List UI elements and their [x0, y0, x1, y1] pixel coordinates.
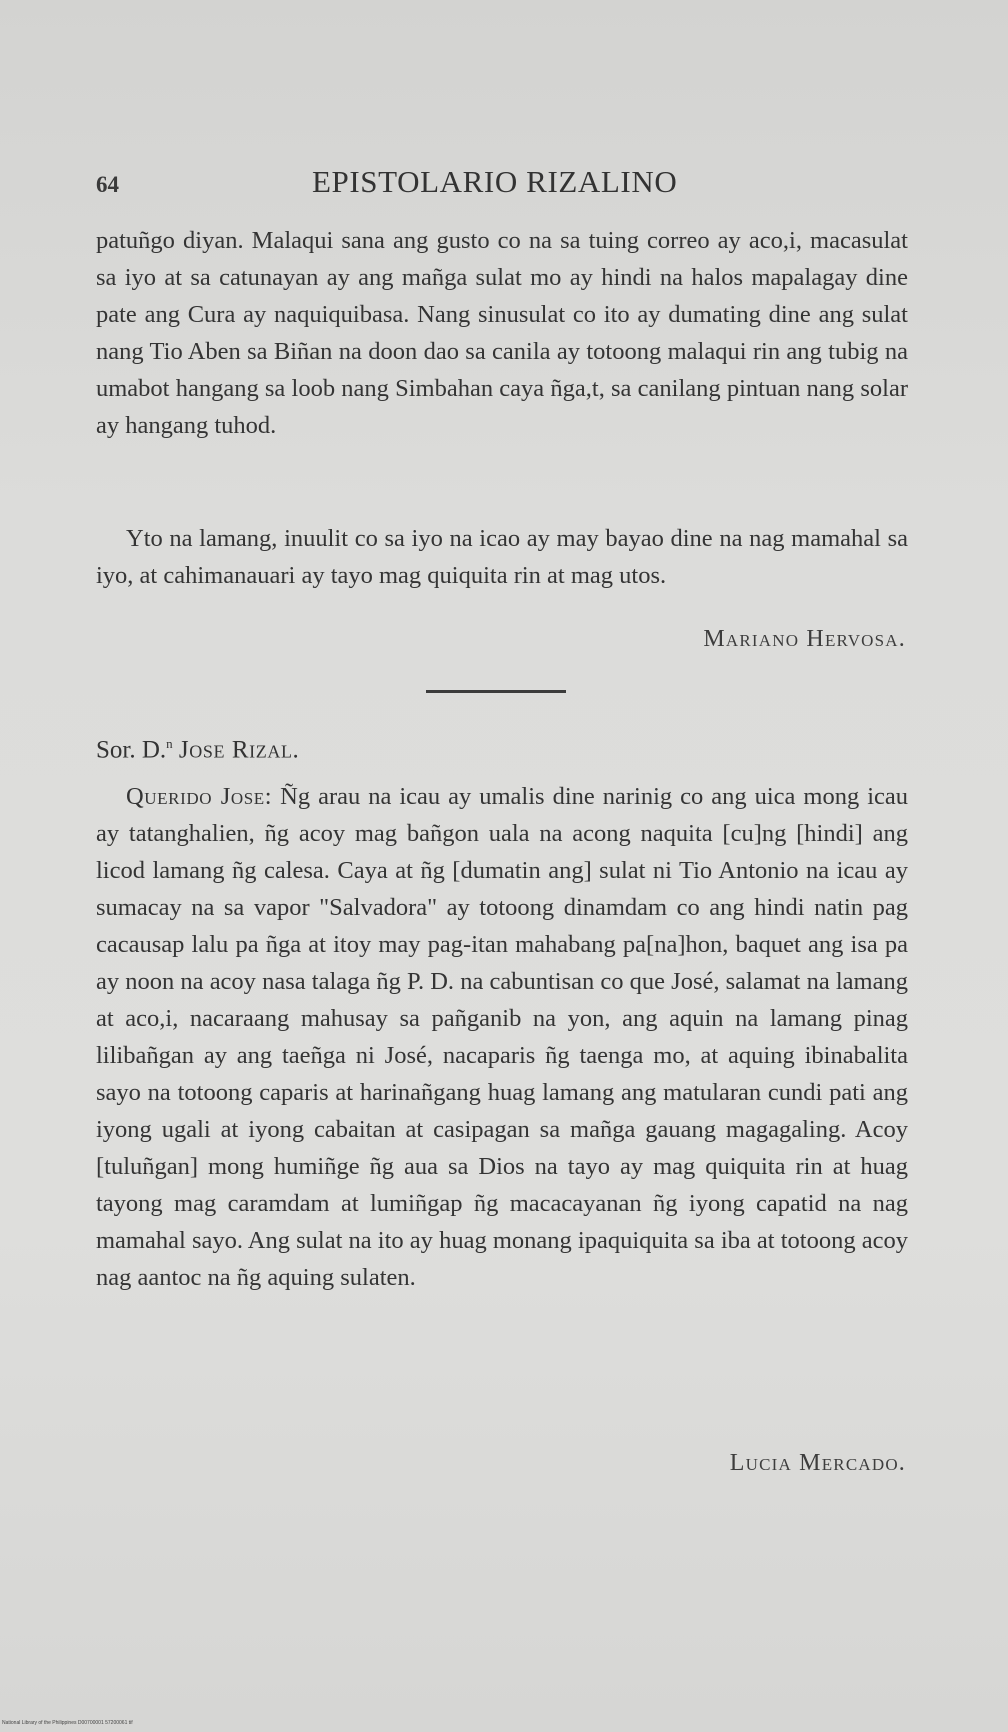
page-header [96, 158, 896, 206]
letter2-signature: Lucia Mercado. [729, 1450, 906, 1476]
letter1-paragraph1: patuñgo diyan. Malaqui sana ang gusto co na sa tuing correo ay aco,i, macasulat sa iyo at sa catunayan ay ang mañga sulat mo ay hindi na halos mapalagay dine pate ang Cura ay naquiquibasa. Nang sinusulat co ito ay dumating dine ang sulat nang Tio Aben sa Biñan na doon dao sa canila ay totoong malaqui rin ang tubig na umabot hangang sa loob nang Simbahan caya ñga,t, sa canilang pintuan nang solar ay hangang tuhod. [96, 227, 908, 439]
page-number: 64 [96, 172, 119, 197]
addressee-superscript: n [166, 736, 173, 751]
addressee-name: Jose Rizal. [178, 736, 300, 764]
letter2-paragraph: Ñg arau na icau ay umalis dine narinig co ang uica mong icau ay tatanghalien, ñg acoy mag bañgon uala na acong naquita [cu]ng [hindi] ang licod lamang ñg calesa. Caya at ñg [dumatin ang] sulat ni Tio Antonio na icau ay sumacay na sa vapor "Salvadora" ay totoong dinamdam co ang hindi natin pag cacausap lalu pa ñga at itoy may pag-itan mahabang pa[na]hon, baquet ang isa pa ay noon na acoy nasa talaga ñg P. D. na cabuntisan co que José, salamat na lamang at aco,i, nacaraang mahusay sa pañganib na yon, ang aquin na lamang pinag lilibañgan ay ang taeñga ni José, nacaparis ñg taenga mo, at aquing ibinabalita sayo na totoong caparis at harinañgang huag lamang ang matularan cundi pati ang iyong ugali at iyong cabaitan at casipagan sa mañga gauang magagaling. Acoy [tuluñgan] mong humiñge ñg aua sa Dios na tayo ay mag quiquita rin at huag tayong mag caramdam at lumiñgap ñg macacayanan ñg iyong capatid na nag mamahal sayo. Ang sulat na ito ay huag monang ipaquiquita sa iba at totoong acoy nag aantoc na ñg aquing sulaten. [96, 783, 909, 1291]
addressee-prefix: Sor. D. [96, 736, 167, 764]
scan-footer: National Library of the Philippines D00700001 57200061 tif [2, 1720, 133, 1726]
letter2-salutation: Querido Jose: [126, 783, 273, 810]
letter2-addressee [96, 736, 299, 764]
letter1-paragraph2: Yto na lamang, inuulit co sa iyo na icao ay may bayao dine na nag mamahal sa iyo, at cahimanauari ay tayo mag quiquita rin at mag utos. [96, 525, 908, 589]
letter1-signature: Mariano Hervosa. [703, 626, 906, 652]
letter2-body [96, 778, 908, 1296]
section-divider [426, 690, 566, 693]
running-title: EPISTOLARIO RIZALINO [312, 164, 678, 199]
